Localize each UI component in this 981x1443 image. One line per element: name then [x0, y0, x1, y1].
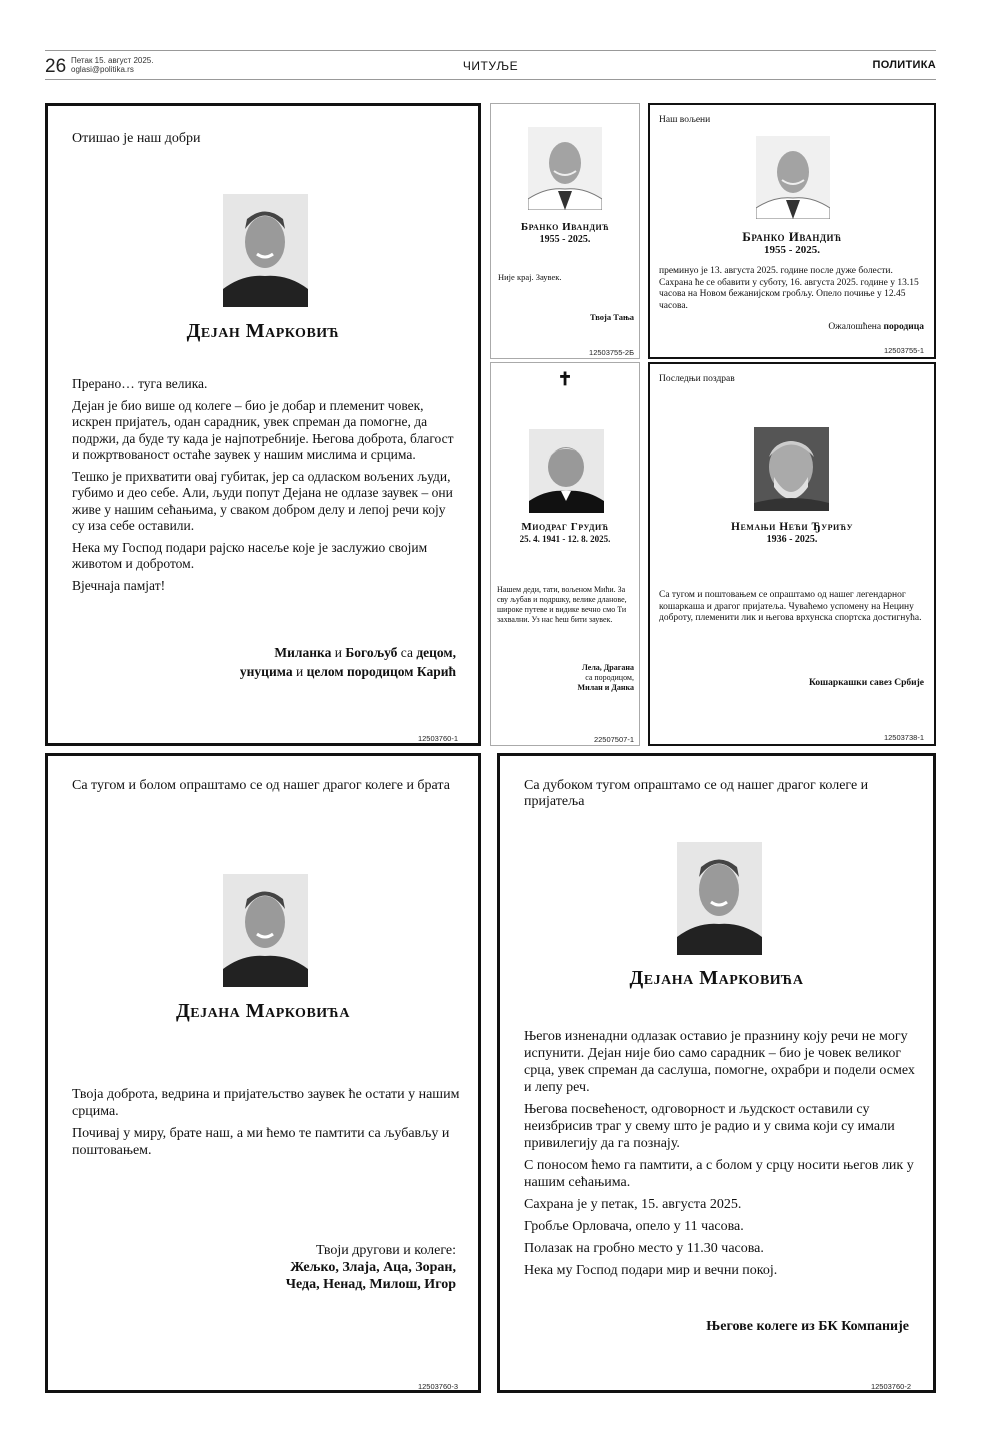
ad1-body — [72, 376, 460, 599]
ad2-text: Није крај. Заувек. — [498, 272, 562, 282]
ad6-signature — [286, 1242, 456, 1293]
sig-line: Лела, Драгана — [581, 663, 634, 672]
ad7-signature: Његове колеге из БК Компаније — [706, 1319, 909, 1334]
sig-line: Твоји другови и колеге: — [316, 1243, 456, 1258]
obituary-dejana-friends — [45, 753, 481, 1393]
sig-line: са породицом, — [585, 673, 634, 682]
ad6-name: Дејана Марковића — [176, 1000, 350, 1022]
ad6-intro: Са тугом и болом опраштамо се од нашег драгог колеге и брата — [72, 778, 450, 793]
obituary-miodrag-grudic — [490, 362, 640, 746]
portrait-photo — [756, 136, 830, 219]
ad5-text: Са тугом и поштовањем се опраштамо од нашег легендарног кошаркаша и драгог пријатеља. Чуваћемо успомену на Нецину доброту, племенити лик и његова врхунска спортска достигнућа. — [659, 590, 922, 623]
ad4-text: Нашем деди, тати, вољеном Мићи. За сву љубав и подршку, велике дланове, широке путеве и видике вечно смо Ти захвални. Уз нас ћеш бити заувек. — [497, 585, 627, 624]
portrait-photo — [529, 429, 604, 513]
sig-conj: и — [292, 664, 307, 679]
ad4-dates: 25. 4. 1941 - 12. 8. 2025. — [519, 534, 611, 544]
page-header — [45, 50, 936, 80]
ad5-signature: Кошаркашки савез Србије — [808, 678, 924, 688]
portrait-photo — [223, 194, 308, 307]
portrait-photo — [754, 427, 829, 511]
ad1-p1: Прерано… туга велика. — [72, 376, 208, 391]
portrait-photo — [223, 874, 308, 987]
ad6-p1: Твоја доброта, ведрина и пријатељство заувек ће остати у нашим срцима. — [72, 1087, 460, 1119]
header-date: Петак 15. август 2025. — [71, 56, 154, 65]
sig-line: Милан и Данка — [577, 683, 634, 692]
portrait-photo — [528, 127, 602, 210]
ad3-years: 1955 - 2025. — [764, 244, 820, 256]
ad7-p5: Гробље Орловача, опело у 11 часова. — [524, 1219, 744, 1234]
ad5-code: 12503738-1 — [883, 733, 924, 742]
ad5-name: Немањи Нећи Ђурићу — [731, 521, 853, 533]
sig-name: Богољуб — [345, 645, 398, 660]
ad7-intro: Са дубоком тугом опраштамо се од нашег драгог колеге и пријатеља — [524, 778, 869, 809]
header-email: oglasi@politika.rs — [71, 65, 134, 74]
ad6-body — [72, 1086, 462, 1164]
ad7-p6: Полазак на гробно место у 11.30 часова. — [524, 1241, 764, 1256]
portrait-photo — [677, 842, 762, 955]
ad5-years: 1936 - 2025. — [766, 534, 818, 545]
obituary-branko-tanja — [490, 103, 640, 359]
ad7-p1: Његов изненадни одлазак оставио је празнину коју речи не могу испунити. Дејан није био само сарадник – био је човек великог срца, увек спреман да саслуша, помогне, охрабри и подели осмех и лепу реч. — [524, 1029, 915, 1095]
sig-name: целом породицом Карић — [306, 664, 456, 679]
ad7-p4: Сахрана је у петак, 15. августа 2025. — [524, 1197, 742, 1212]
ad2-years: 1955 - 2025. — [539, 234, 591, 245]
orthodox-cross-icon: ✝ — [557, 369, 573, 389]
ad7-p7: Нека му Господ подари мир и вечни покој. — [524, 1263, 778, 1278]
ad1-signature — [240, 643, 456, 681]
ad1-name: Дејан Марковић — [186, 320, 340, 342]
ad2-code: 12503755-2Б — [589, 348, 634, 357]
ad4-name: Миодраг Грудић — [521, 521, 609, 533]
ad1-p2: Дејан је био више од колеге – био је добар и племенит човек, искрен пријатељ, одан сарадник, увек спреман да помогне, да подржи, да буде ту када је најпотребније. Његова доброта, благост и пожртвованост остаће заувек у нашим мислима и срцима. — [72, 397, 454, 462]
ad3-code: 12503755-1 — [883, 346, 924, 355]
sig-conj: са — [397, 645, 417, 660]
ad1-code: 12503760-1 — [417, 734, 458, 743]
sig-name: унуцима — [239, 664, 293, 679]
ad3-signature — [828, 322, 924, 332]
sig-name: децом, — [416, 645, 456, 660]
obituary-dejan-karic — [45, 103, 481, 746]
ad7-p3: С поносом ћемо га памтити, а с болом у срцу носити његов лик у нашим сећањима. — [524, 1158, 914, 1190]
ad2-signature: Твоја Тања — [590, 312, 634, 322]
page-number: 26 — [45, 56, 67, 77]
sig-conj: и — [331, 645, 346, 660]
obituary-branko-family — [648, 103, 936, 359]
ad1-p4: Нека му Господ подари рајско насеље које је заслужио својим животом и добротом. — [72, 539, 428, 571]
ad7-p2: Његова посвећеност, одговорност и људскост оставили су неизбрисив траг у свему што је радио и у свима који су имали привилегију да га познају. — [524, 1102, 895, 1151]
ad3-intro: Наш вољени — [659, 115, 711, 125]
ad4-code: 22507507-1 — [593, 735, 634, 744]
ad5-intro: Последњи поздрав — [659, 374, 735, 384]
ad6-p2: Почивај у миру, брате наш, а ми ћемо те памтити са љубављу и поштовањем. — [72, 1126, 450, 1158]
newspaper-logo: ПОЛИТИКА — [872, 59, 936, 71]
ad1-intro: Отишао је наш добри — [72, 131, 201, 146]
obituary-nemanja-djuric — [648, 362, 936, 746]
sig-name: Миланка — [274, 645, 332, 660]
ad7-body — [524, 1028, 916, 1284]
sig-name: породица — [883, 322, 924, 332]
ad1-p5: Вјечнаја памјат! — [72, 577, 166, 593]
obituary-dejana-bk — [497, 753, 936, 1393]
ad2-name: Бранко Ивандић — [520, 221, 610, 233]
ad7-name: Дејана Марковића — [629, 967, 804, 989]
ad4-signature — [578, 663, 634, 693]
ad7-code: 12503760-2 — [870, 1382, 911, 1391]
ad6-code: 12503760-3 — [417, 1382, 458, 1391]
ad1-p3: Тешко је прихватити овај губитак, јер са одласком вољених људи, губимо и део себе. Али, људи попут Дејана не одлазе заувек – они живе у нашим сећањима, у сваком добром делу и лепој речи коју су иза себе оставили. — [72, 468, 453, 533]
sig-line: Чеда, Ненад, Милош, Игор — [285, 1277, 456, 1292]
sig-prefix: Ожалошћена — [828, 322, 884, 332]
section-title: ЧИТУЉЕ — [462, 59, 519, 73]
ad3-text: преминуо је 13. августа 2025. године после дуже болести. Сахрана ће се обавити у суботу, 16. августа 2025. године у 13.15 часова на Новом бежанијском гробљу. Опело почиње у 12.45 часова. — [659, 266, 919, 311]
ad3-name: Бранко Ивандић — [742, 229, 842, 244]
sig-line: Жељко, Злаја, Аца, Зоран, — [290, 1260, 456, 1275]
